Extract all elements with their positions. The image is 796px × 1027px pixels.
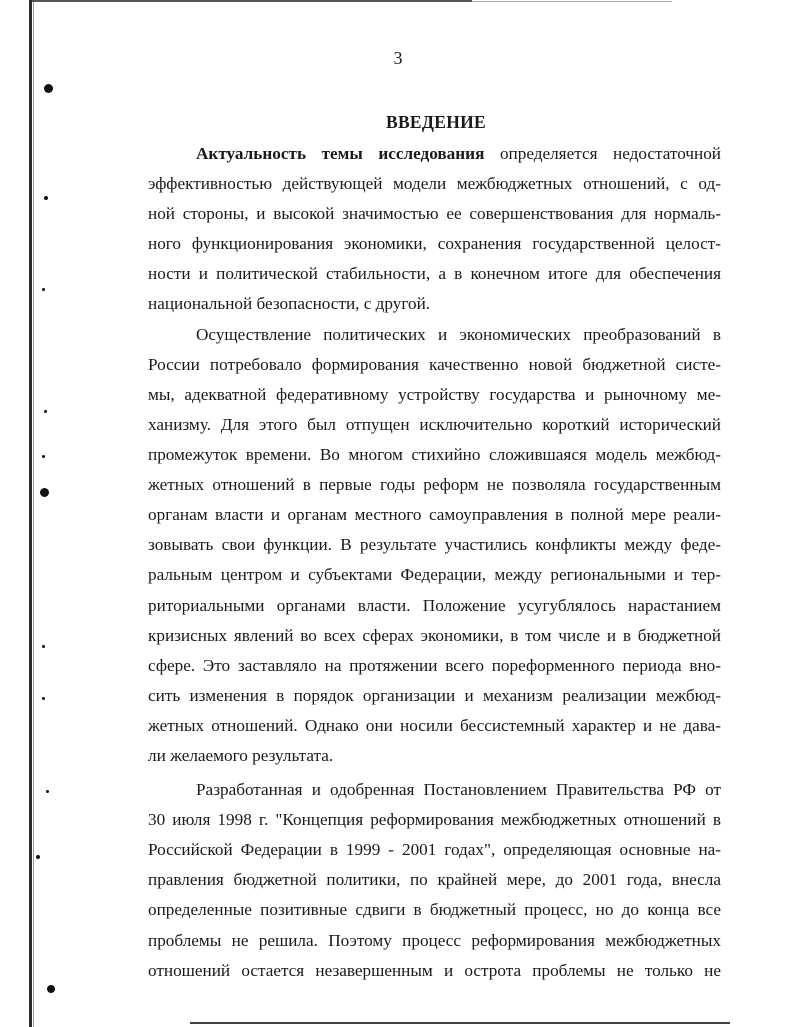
- paragraph-2-line-9: ральным центром и субъектами Федерации, между региональными и тер-: [148, 565, 721, 584]
- paragraph-2-line-12: сфере. Это заставляло на протяжении всего пореформенного периода вно-: [148, 656, 721, 675]
- scan-bottom-edge: [190, 1022, 730, 1024]
- page-heading: ВВЕДЕНИЕ: [385, 112, 487, 132]
- paragraph-2-line-8: зовывать свои функции. В результате участились конфликты между феде-: [148, 535, 721, 554]
- paragraph-1-line-3: ной стороны, и высокой значимостью ее совершенствования для нормаль-: [148, 204, 721, 223]
- scan-speck: [46, 790, 49, 793]
- paragraph-2-line-5: промежуток времени. Во многом стихийно сложившаяся модель межбюд-: [148, 445, 721, 464]
- paragraph-2-line-1: Осуществление политических и экономических преобразований в: [196, 325, 721, 344]
- paragraph-2-line-6: жетных отношений в первые годы реформ не позволяла государственным: [148, 475, 721, 494]
- paragraph-3-line-1: Разработанная и одобренная Постановлением Правительства РФ от: [196, 780, 721, 799]
- paragraph-3-line-7: отношений остается незавершенным и острота проблемы не только не: [148, 961, 721, 980]
- paragraph-2-line-2: России потребовало формирования качественно новой бюджетной систе-: [148, 355, 721, 374]
- page-number: 3: [393, 48, 403, 68]
- scan-speck: [42, 697, 45, 700]
- scan-speck: [44, 196, 48, 200]
- scan-top-edge: [32, 0, 472, 2]
- paragraph-2-line-10: риториальными органами власти. Положение усугублялось нарастанием: [148, 596, 721, 615]
- paragraph-2-line-11: кризисных явлений во всех сферах экономики, в том числе и в бюджетной: [148, 626, 721, 645]
- paragraph-1-line-5: ности и политической стабильности, а в конечном итоге для обеспечения: [148, 264, 721, 283]
- paragraph-2-line-4: ханизму. Для этого был отпущен исключительно короткий исторический: [148, 415, 721, 434]
- paragraph-1-line-4: ного функционирования экономики, сохранения государственной целост-: [148, 234, 721, 253]
- paragraph-2-line-3: мы, адекватной федеративному устройству государства и рыночному ме-: [148, 385, 721, 404]
- paragraph-2-line-15: ли желаемого результата.: [148, 746, 334, 765]
- scan-speck: [36, 855, 40, 859]
- scan-left-edge: [29, 0, 32, 1027]
- scan-top-edge-faint: [472, 1, 672, 2]
- scan-speck: [44, 410, 47, 413]
- scan-left-edge-shadow: [33, 0, 34, 1027]
- scan-speck: [47, 985, 55, 993]
- paragraph-3-line-3: Российской Федерации в 1999 - 2001 годах", определяющая основные на-: [148, 840, 721, 859]
- paragraph-3-line-6: проблемы не решила. Поэтому процесс реформирования межбюджетных: [148, 931, 721, 950]
- paragraph-2-line-13: сить изменения в порядок организации и механизм реализации межбюд-: [148, 686, 721, 705]
- paragraph-2-line-7: органам власти и органам местного самоуправления в полной мере реали-: [148, 505, 721, 524]
- paragraph-3-line-4: правления бюджетной политики, по крайней мере, до 2001 года, внесла: [148, 870, 721, 889]
- paragraph-1-line-1: [196, 144, 721, 164]
- paragraph-3-line-5: определенные позитивные сдвиги в бюджетный процесс, но до конца все: [148, 900, 721, 919]
- paragraph-1-line-2: эффективностью действующей модели межбюджетных отношений, с од-: [148, 174, 721, 193]
- text-run: определяется недостаточной: [484, 144, 721, 163]
- scan-speck: [42, 645, 45, 648]
- paragraph-2-line-14: жетных отношений. Однако они носили бессистемный характер и не дава-: [148, 716, 721, 735]
- paragraph-1-line-6: национальной безопасности, с другой.: [148, 294, 431, 313]
- scan-speck: [42, 455, 45, 458]
- scan-speck: [44, 84, 53, 93]
- scan-speck: [40, 488, 49, 497]
- scan-speck: [42, 288, 45, 291]
- paragraph-3-line-2: 30 июля 1998 г. "Концепция реформирования межбюджетных отношений в: [148, 810, 721, 829]
- bold-lead-phrase: Актуальность темы исследования: [196, 144, 485, 163]
